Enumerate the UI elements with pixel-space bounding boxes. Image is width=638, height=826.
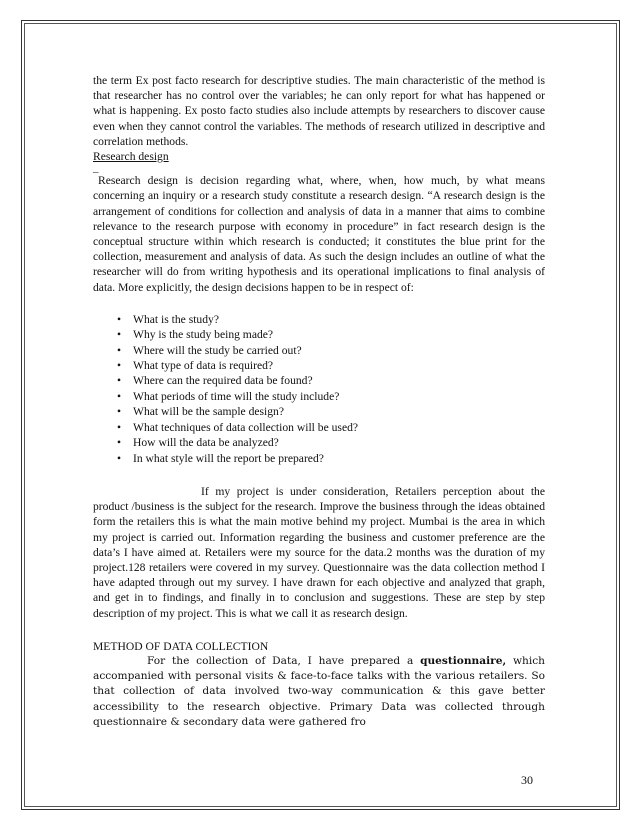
- paragraph-ex-post-facto: the term Ex post facto research for descriptive studies. The main characteristic of the method is that researcher has no control over the variables; he can only report for what has happened or what is happening. Ex posto facto studies also include attempts by researchers to discover cause even when they cannot control the variables. The methods of research utilized in descriptive and correlation methods.: [93, 74, 545, 148]
- design-questions-list: [93, 312, 545, 466]
- dash-mark: _: [93, 162, 99, 175]
- list-item: • Why is the study being made?: [117, 328, 274, 342]
- list-item: • What periods of time will the study include?: [117, 389, 340, 403]
- list-item: • What is the study?: [117, 312, 219, 326]
- list-item: • What type of data is required?: [117, 359, 274, 373]
- heading-method-of-data-collection: METHOD OF DATA COLLECTION: [93, 639, 269, 653]
- list-item: • What techniques of data collection will be used?: [117, 420, 359, 434]
- bullet-icon: •: [117, 420, 122, 434]
- list-item: • Where will the study be carried out?: [117, 343, 302, 357]
- bullet-icon: •: [117, 328, 122, 342]
- bullet-icon: •: [117, 343, 122, 357]
- paragraph-project-description: If my project is under consideration, Retailers perception about the product /business is the subject for the research. Improve the business through the ideas obtained form the retailers this is what the main motive behind my project. Mumbai is the area in which my project is carried out. Information regarding the business and customer preference are the data’s I have aimed at. Retailers were my source for the data.2 months was the duration of my project.128 retailers were covered in my survey. Questionnaire was the data collection method I have adapted through out my survey. I have drawn for each objective and analyzed that graph, and get in to findings, and finally in to conclusion and suggestions. These are step by step description of my project. This is what we call it as research design.: [93, 484, 545, 620]
- bullet-icon: •: [117, 405, 122, 419]
- paragraph-research-design: Research design is decision regarding what, where, when, how much, by what means concerning an inquiry or a research study constitute a research design. “A research design is the arrangement of conditions for collection and analysis of data in a manner that aims to combine relevance to the research purpose with economy in procedure” in fact research design is the conceptual structure within which research is conducted; it constitutes the blue print for the collection, measurement and analysis of data. As such the design includes an outline of what the researcher will do from writing hypothesis and its operational implications to final analysis of data. More explicitly, the design decisions happen to be in respect of:: [93, 174, 545, 294]
- list-item: • In what style will the report be prepared?: [117, 451, 324, 465]
- paragraph-data-collection: For the collection of Data, I have prepared a questionnaire, which accompanied with personal visits & face-to-face talks with the various retailers. So that collection of data involved two-way communication & this gave better accessibility to the research objective. Primary Data was collected through questionnaire & secondary data were gathered fro: [93, 654, 545, 728]
- bullet-icon: •: [117, 389, 122, 403]
- bullet-icon: •: [117, 312, 122, 326]
- page-number: 30: [521, 773, 533, 787]
- bullet-icon: •: [117, 436, 122, 450]
- heading-research-design: Research design: [93, 150, 169, 164]
- bullet-icon: •: [117, 359, 122, 373]
- list-item: • What will be the sample design?: [117, 405, 284, 419]
- questionnaire-emphasis: questionnaire,: [420, 654, 507, 667]
- list-item: • Where can the required data be found?: [117, 374, 313, 388]
- list-item: • How will the data be analyzed?: [117, 436, 279, 450]
- document-body: [93, 73, 545, 730]
- bullet-icon: •: [117, 374, 122, 388]
- bullet-icon: •: [117, 451, 122, 465]
